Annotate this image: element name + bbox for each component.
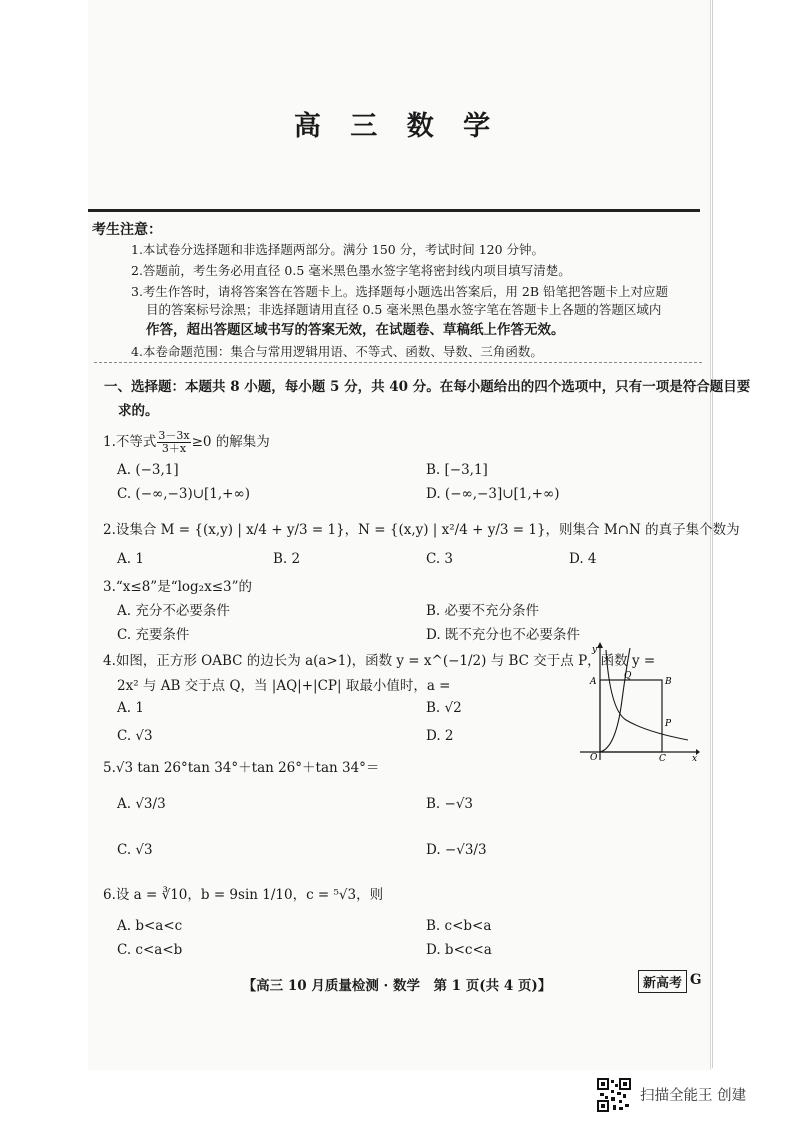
page-footer: 【高三 10 月质量检测 · 数学 第 1 页(共 4 页)】 xyxy=(242,978,552,994)
section-heading-cont: 求的。 xyxy=(118,403,159,419)
q1-option-a: A. (−3,1] xyxy=(117,462,179,478)
label-b: B xyxy=(665,677,672,687)
q2-option-b: B. 2 xyxy=(273,551,301,567)
q6-option-a: A. b<a<c xyxy=(117,918,183,934)
power-curve xyxy=(606,650,688,740)
label-o: O xyxy=(590,753,598,762)
q1-numerator: 3－3x xyxy=(158,429,190,442)
q4-option-a: A. 1 xyxy=(117,700,144,716)
q3-option-a: A. 充分不必要条件 xyxy=(117,603,230,619)
scanner-watermark: 扫描全能王 创建 xyxy=(640,1088,747,1104)
notice-item: 目的答案标号涂黑；非选择题请用直径 0.5 毫米黑色墨水签字笔在答题卡上各题的答题区域内 xyxy=(146,302,662,317)
q1-fraction xyxy=(157,430,190,455)
label-c: C xyxy=(659,754,666,762)
version-letter: G xyxy=(690,972,702,988)
q5-option-b: B. −√3 xyxy=(426,796,474,812)
square-oabc xyxy=(600,680,662,752)
question-2: 2.设集合 M = {(x,y) | x/4 + y/3 = 1}，N = {(x,y) | x²/4 + y/3 = 1}，则集合 M∩N 的真子集个数为 xyxy=(103,522,740,538)
q1-suffix: ≥0 的解集为 xyxy=(191,434,270,450)
q6-option-d: D. b<c<a xyxy=(426,942,492,958)
question-4-line2: 2x² 与 AB 交于点 Q，当 |AQ|+|CP| 取最小值时，a = xyxy=(117,678,451,694)
label-p: P xyxy=(665,719,672,729)
question-4-line1: 4.如图，正方形 OABC 的边长为 a(a>1)，函数 y = x^(−1/2) 与 BC 交于点 P，函数 y = xyxy=(103,653,656,669)
label-q: Q xyxy=(624,671,632,681)
q5-option-c: C. √3 xyxy=(117,842,153,858)
q1-option-c: C. (−∞,−3)∪[1,+∞) xyxy=(117,486,250,502)
q6-option-b: B. c<b<a xyxy=(426,918,492,934)
parabola-curve xyxy=(600,648,630,752)
label-x: x xyxy=(692,754,698,762)
question-1 xyxy=(103,430,270,455)
qr-code-icon xyxy=(597,1078,631,1112)
title-divider xyxy=(88,209,700,212)
q4-option-c: C. √3 xyxy=(117,728,153,744)
q4-figure xyxy=(576,640,700,762)
notice-item: 作答，超出答题区域书写的答案无效，在试题卷、草稿纸上作答无效。 xyxy=(146,322,565,338)
q3-option-d: D. 既不充分也不必要条件 xyxy=(426,627,580,643)
label-a: A xyxy=(590,677,597,687)
page-title: 高 三 数 学 xyxy=(293,111,501,142)
exam-badge: 新高考 xyxy=(638,970,687,993)
notice-heading: 考生注意： xyxy=(92,222,162,238)
q2-option-a: A. 1 xyxy=(117,551,144,567)
q4-option-d: D. 2 xyxy=(426,728,454,744)
q4-option-b: B. √2 xyxy=(426,700,462,716)
q6-option-c: C. c<a<b xyxy=(117,942,183,958)
y-axis-arrow xyxy=(597,642,603,648)
q3-option-c: C. 充要条件 xyxy=(117,627,190,643)
q5-option-a: A. √3/3 xyxy=(117,796,166,812)
question-6: 6.设 a = ∛10，b = 9sin 1/10，c = ⁵√3，则 xyxy=(103,887,384,903)
question-3: 3.“x≤8”是“log₂x≤3”的 xyxy=(103,579,253,595)
q2-option-d: D. 4 xyxy=(569,551,597,567)
q3-option-b: B. 必要不充分条件 xyxy=(426,603,540,619)
notice-item: 4.本卷命题范围：集合与常用逻辑用语、不等式、函数、导数、三角函数。 xyxy=(131,344,543,359)
section-heading: 一、选择题：本题共 8 小题，每小题 5 分，共 40 分。在每小题给出的四个选项中，只有一项是符合题目要 xyxy=(104,379,751,395)
label-y: y xyxy=(592,645,598,655)
q2-option-c: C. 3 xyxy=(426,551,454,567)
q1-prefix: 1.不等式 xyxy=(103,434,157,450)
notice-divider xyxy=(94,362,702,363)
q5-option-d: D. −√3/3 xyxy=(426,842,487,858)
question-5: 5.√3 tan 26°tan 34°＋tan 26°＋tan 34°＝ xyxy=(103,760,380,776)
q1-denominator: 3＋x xyxy=(161,442,187,455)
notice-item: 3.考生作答时，请将答案答在答题卡上。选择题每小题选出答案后，用 2B 铅笔把答题卡上对应题 xyxy=(131,284,669,299)
notice-item: 1.本试卷分选择题和非选择题两部分。满分 150 分，考试时间 120 分钟。 xyxy=(131,242,545,257)
q1-option-b: B. [−3,1] xyxy=(426,462,488,478)
q1-option-d: D. (−∞,−3]∪[1,+∞) xyxy=(426,486,560,502)
notice-item: 2.答题前，考生务必用直径 0.5 毫米黑色墨水签字笔将密封线内项目填写清楚。 xyxy=(131,263,571,278)
